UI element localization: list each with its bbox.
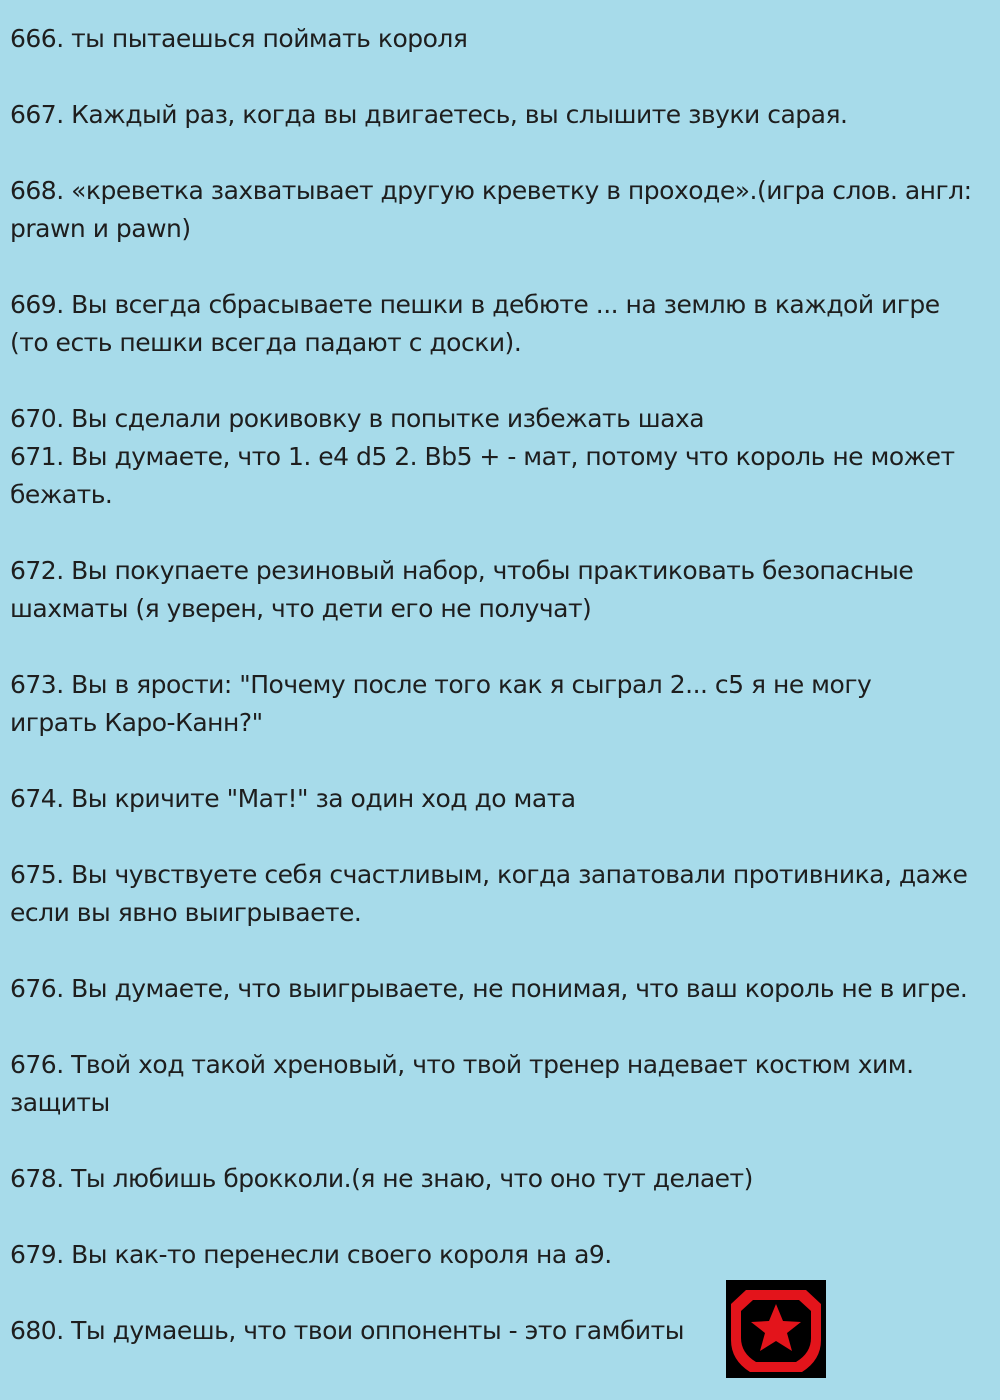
entry-666: 666. ты пытаешься поймать короля [10,24,468,53]
entry-678: 678. Ты любишь брокколи.(я не знаю, что оно тут делает) [10,1164,753,1193]
entry-670: 670. Вы сделали рокивовку в попытке избежать шаха [10,404,705,433]
entry-673: 673. Вы в ярости: "Почему после того как я сыграл 2... c5 я не могу играть Каро-Канн?" [10,670,872,737]
entry-672: 672. Вы покупаете резиновый набор, чтобы практиковать безопасные шахматы (я уверен, что дети его не получат) [10,556,914,623]
entry-671: 671. Вы думаете, что 1. e4 d5 2. Bb5 + - мат, потому что король не может бежать. [10,442,955,509]
entry-679: 679. Вы как-то перенесли своего короля на a9. [10,1240,612,1269]
entry-680: 680. Ты думаешь, что твои оппоненты - это гамбиты [10,1316,684,1345]
entry-674: 674. Вы кричите "Мат!" за один ход до мата [10,784,576,813]
entry-676a: 676. Вы думаете, что выигрываете, не понимая, что ваш король не в игре. [10,974,968,1003]
entry-669: 669. Вы всегда сбрасываете пешки в дебюте ... на землю в каждой игре (то есть пешки всегда падают с доски). [10,290,940,357]
entry-676b: 676. Твой ход такой хреновый, что твой тренер надевает костюм хим. защиты [10,1050,914,1117]
entry-675: 675. Вы чувствуете себя счастливым, когда запатовали противника, даже если вы явно выигрываете. [10,860,968,927]
star-shield-icon [726,1280,826,1378]
entry-668: 668. «креветка захватывает другую креветку в проходе».(игра слов. англ: prawn и pawn) [10,176,972,243]
entry-667: 667. Каждый раз, когда вы двигаетесь, вы слышите звуки сарая. [10,100,848,129]
red-star-shield-logo [726,1280,826,1378]
